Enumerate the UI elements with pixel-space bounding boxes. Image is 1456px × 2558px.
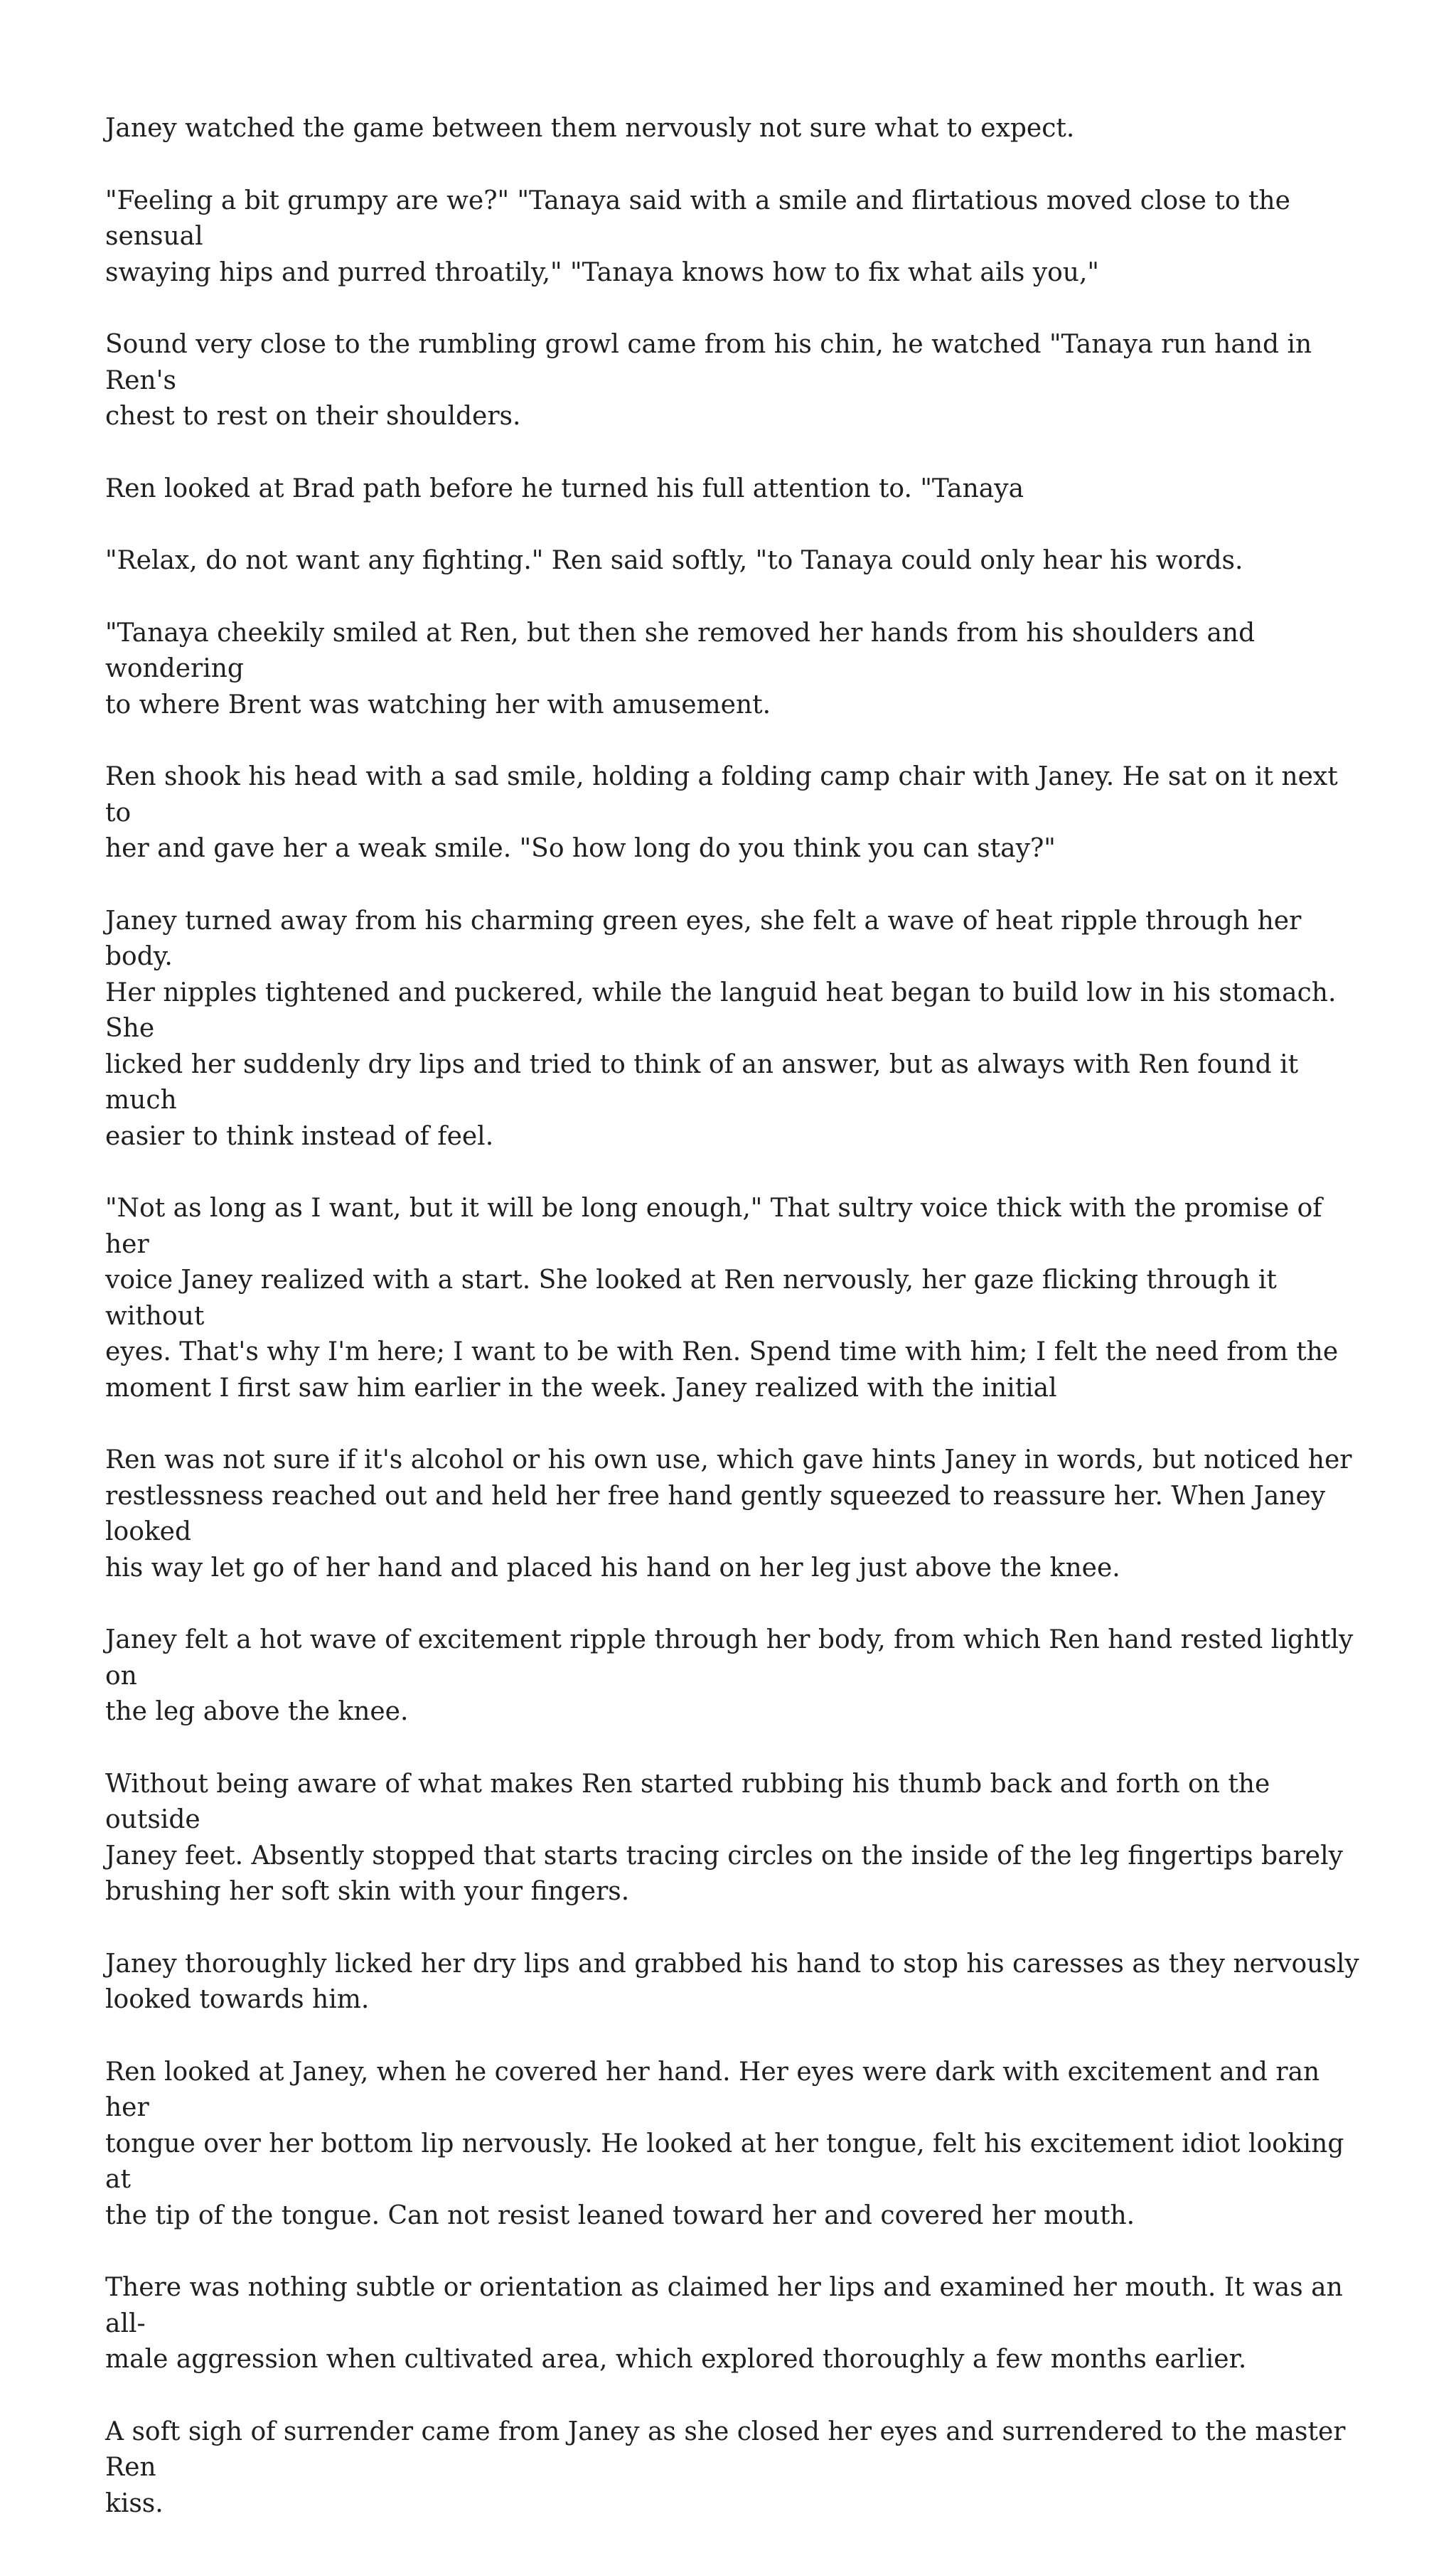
paragraph: Without being aware of what makes Ren started rubbing his thumb back and forth on the outside Janey feet. Absently stopped that starts tracing circles on the inside of the leg fingertips barely brushing her soft skin with your fingers. bbox=[105, 1769, 1343, 1906]
paragraph: "Not as long as I want, but it will be long enough," That sultry voice thick with the promise of her voice Janey realized with a start. She looked at Ren nervously, her gaze flicking through it without eyes. That's why I'm here; I want to be with Ren. Spend time with him; I felt the need from the moment I first saw him earlier in the week. Janey realized with the initial bbox=[105, 1194, 1339, 1403]
paragraph: Ren looked at Brad path before he turned his full attention to. "Tanaya bbox=[105, 473, 1024, 503]
paragraph: Ren looked at Janey, when he covered her hand. Her eyes were dark with excitement and ran her tongue over her bottom lip nervously. He looked at her tongue, felt his excitement idiot looking at the tip of the tongue. Can not resist leaned toward her and covered her mouth. bbox=[105, 2057, 1344, 2230]
paragraph: "Feeling a bit grumpy are we?" "Tanaya said with a smile and flirtatious moved close to the sensual swaying hips and purred throatily," "Tanaya knows how to fix what ails you," bbox=[105, 186, 1290, 287]
paragraph: Janey felt a hot wave of excitement ripple through her body, from which Ren hand rested lightly on the leg above the knee. bbox=[105, 1625, 1354, 1726]
paragraph: A soft sigh of surrender came from Janey as she closed her eyes and surrendered to the master Ren kiss. bbox=[105, 2417, 1346, 2518]
paragraph: There was nothing subtle or orientation as claimed her lips and examined her mouth. It was an all- male aggression when cultivated area, which explored thoroughly a few months earlier. bbox=[105, 2273, 1343, 2374]
paragraph: Ren shook his head with a sad smile, holding a folding camp chair with Janey. He sat on it next to her and gave her a weak smile. "So how long do you think you can stay?" bbox=[105, 762, 1338, 863]
paragraph: Janey turned away from his charming green eyes, she felt a wave of heat ripple through her body. Her nipples tightened and puckered, while the languid heat began to build low in his stomach. She licked her suddenly dry lips and tried to think of an answer, but as always with Ren found it much easier to think instead of feel. bbox=[105, 906, 1337, 1151]
paragraph: Janey thoroughly licked her dry lips and grabbed his hand to stop his caresses as they nervously looked towards him. bbox=[105, 1949, 1359, 2014]
paragraph: Ren was not sure if it's alcohol or his own use, which gave hints Janey in words, but noticed her restlessness reached out and held her free hand gently squeezed to reassure her. When Janey looked his way let go of her hand and placed his hand on her leg just above the knee. bbox=[105, 1445, 1352, 1583]
paragraph: "Relax, do not want any fighting." Ren said softly, "to Tanaya could only hear his words. bbox=[105, 546, 1243, 575]
paragraph: "Tanaya cheekily smiled at Ren, but then she removed her hands from his shoulders and wondering to where Brent was watching her with amusement. bbox=[105, 618, 1256, 719]
document-page bbox=[105, 111, 1371, 2558]
paragraph: Sound very close to the rumbling growl came from his chin, he watched "Tanaya run hand in Ren's chest to rest on their shoulders. bbox=[105, 330, 1312, 431]
paragraph: Janey watched the game between them nervously not sure what to expect. bbox=[105, 114, 1075, 143]
